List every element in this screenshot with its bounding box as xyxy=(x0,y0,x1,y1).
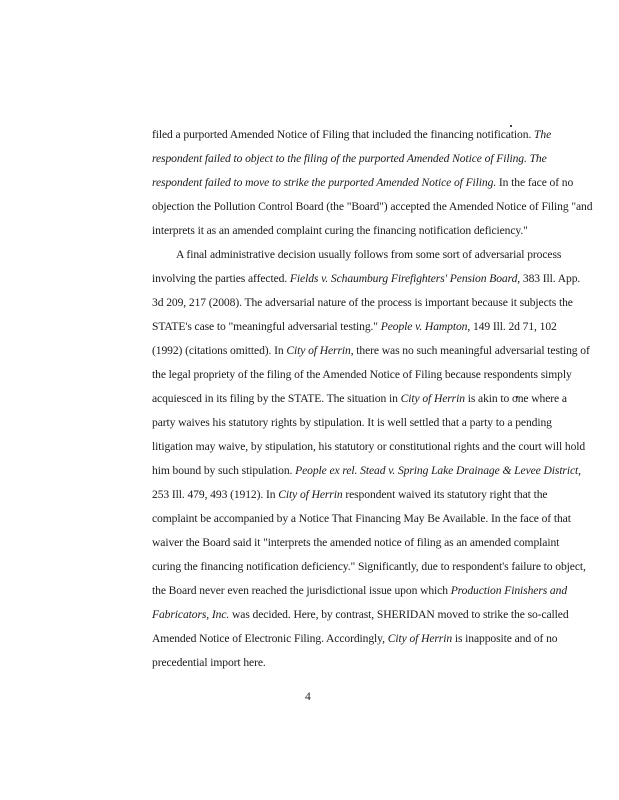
body-line: filed a purported Amended Notice of Filing that included the financing notification. The xyxy=(152,128,552,141)
body-line: Fabricators, Inc. was decided. Here, by contrast, SHERIDAN moved to strike the so-called xyxy=(152,608,569,621)
body-line: STATE's case to "meaningful adversarial testing." People v. Hampton, 149 Ill. 2d 71, 102 xyxy=(152,320,557,333)
body-line: Amended Notice of Electronic Filing. Accordingly, City of Herrin is inapposite and of no xyxy=(152,632,558,645)
paragraph-first-line: A final administrative decision usually follows from some sort of adversarial process xyxy=(176,248,562,261)
body-line: interprets it as an amended complaint curing the financing notification deficiency." xyxy=(152,224,528,237)
body-line: curing the financing notification deficiency." Significantly, due to respondent's failure to object, xyxy=(152,560,586,573)
page-number: 4 xyxy=(305,690,311,703)
body-line: litigation may waive, by stipulation, his statutory or constitutional rights and the court will hold xyxy=(152,440,586,453)
body-line: respondent failed to move to strike the purported Amended Notice of Filing. In the face of no xyxy=(152,176,574,189)
body-line: involving the parties affected. Fields v. Schaumburg Firefighters' Pension Board, 383 Ill. App. xyxy=(152,272,581,285)
body-line: (1992) (citations omitted). In City of Herrin, there was no such meaningful adversarial testing of xyxy=(152,344,590,357)
scan-speck xyxy=(510,125,512,127)
body-line: complaint be accompanied by a Notice That Financing May Be Available. In the face of that xyxy=(152,512,571,525)
body-line: 3d 209, 217 (2008). The adversarial nature of the process is important because it subjects the xyxy=(152,296,573,309)
body-line: the Board never even reached the jurisdictional issue upon which Production Finishers and xyxy=(152,584,568,597)
body-line: 253 Ill. 479, 493 (1912). In City of Herrin respondent waived its statutory right that the xyxy=(152,488,548,501)
body-line: acquiesced in its filing by the STATE. The situation in City of Herrin is akin to one where a xyxy=(152,392,567,405)
body-line: objection the Pollution Control Board (the "Board") accepted the Amended Notice of Filing "and xyxy=(152,200,593,213)
body-line: respondent failed to object to the filing of the purported Amended Notice of Filing. The xyxy=(152,152,547,165)
body-line: the legal propriety of the filing of the Amended Notice of Filing because respondents simply xyxy=(152,368,572,381)
body-line: precedential import here. xyxy=(152,656,266,669)
body-line: him bound by such stipulation. People ex rel. Stead v. Spring Lake Drainage & Levee District, xyxy=(152,464,581,477)
body-line: party waives his statutory rights by stipulation. It is well settled that a party to a pending xyxy=(152,416,552,429)
body-line: waiver the Board said it "interprets the amended notice of filing as an amended complaint xyxy=(152,536,560,549)
